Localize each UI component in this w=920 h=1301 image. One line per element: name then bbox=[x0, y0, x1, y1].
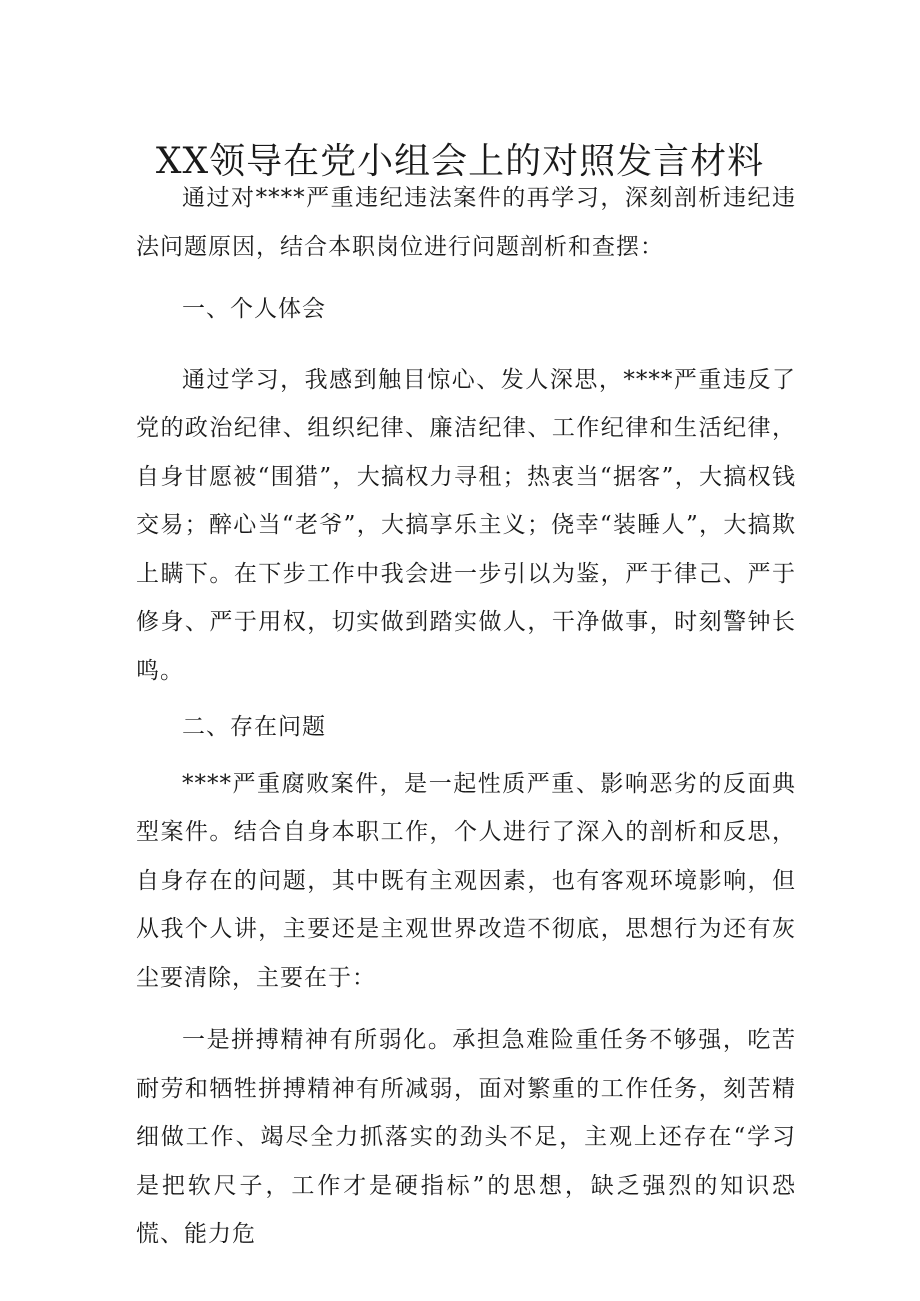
intro-paragraph: 通过对****严重违纪违法案件的再学习，深刻剖析违纪违法问题原因，结合本职岗位进行问题剖析和查摆： bbox=[136, 185, 796, 260]
section-heading-2: 二、存在问题 bbox=[182, 714, 326, 740]
document-body bbox=[136, 174, 796, 1259]
section2-paragraph-1: ****严重腐败案件，是一起性质严重、影响恶劣的反面典型案件。结合自身本职工作，个人进行了深入的剖析和反思，自身存在的问题，其中既有主观因素，也有客观环境影响，但从我个人讲，主要还是主观世界改造不彻底，思想行为还有灰尘要清除，主要在于： bbox=[136, 770, 796, 991]
section1-paragraph: 通过学习，我感到触目惊心、发人深思，****严重违反了党的政治纪律、组织纪律、廉洁纪律、工作纪律和生活纪律，自身甘愿被“围猎”，大搞权力寻租；热衷当“据客”，大搞权钱交易；醉心当“老爷”，大搞享乐主义；侥幸“装睡人”，大搞欺上瞒下。在下步工作中我会进一步引以为鉴，严于律己、严于修身、严于用权，切实做到踏实做人，干净做事，时刻警钟长鸣。 bbox=[136, 366, 796, 684]
section2-paragraph-2: 一是拼搏精神有所弱化。承担急难险重任务不够强，吃苦耐劳和牺牲拼搏精神有所减弱，面对繁重的工作任务，刻苦精细做工作、竭尽全力抓落实的劲头不足，主观上还存在“学习是把软尺子，工作才是硬指标”的思想，缺乏强烈的知识恐慌、能力危 bbox=[136, 1027, 796, 1247]
document-title: XX领导在党小组会上的对照发言材料 bbox=[155, 141, 765, 182]
section-heading-1: 一、个人体会 bbox=[182, 296, 326, 322]
